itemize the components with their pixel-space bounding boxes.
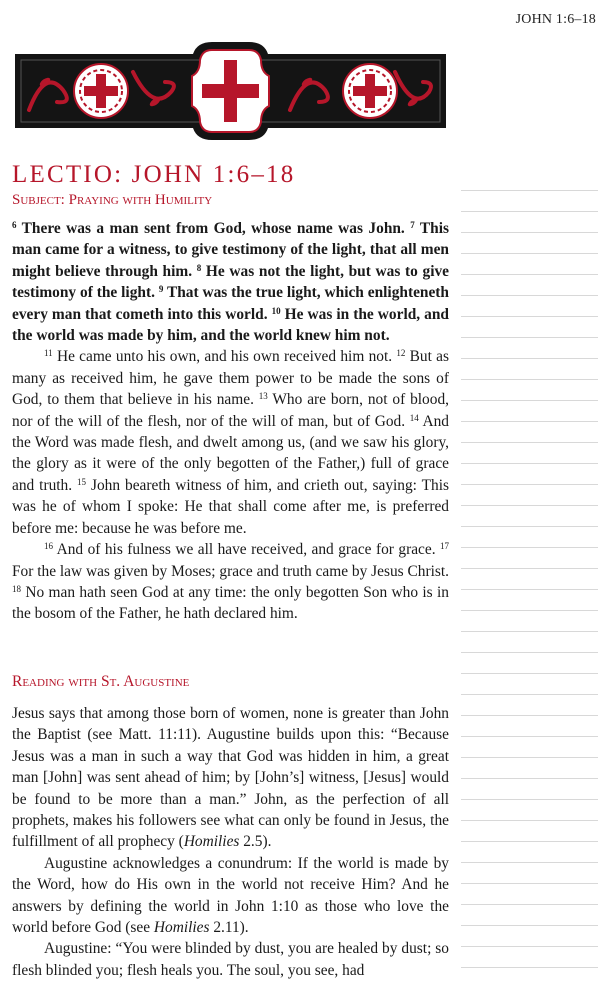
note-line <box>461 947 598 968</box>
note-line <box>461 905 598 926</box>
verse-text: There was a man sent from God, whose name was John. <box>16 220 411 237</box>
verse-text: For the law was given by Moses; grace and truth came by Jesus Christ. <box>12 562 449 580</box>
note-line <box>461 212 598 233</box>
page-title: LECTIO: JOHN 1:6–18 <box>12 161 296 188</box>
verse-number: 8 <box>196 262 202 273</box>
note-line <box>461 380 598 401</box>
running-head: JOHN 1:6–18 <box>515 12 596 27</box>
reading-heading: Reading with St. Augustine <box>12 673 190 690</box>
verse-number: 15 <box>77 476 87 487</box>
note-line <box>461 590 598 611</box>
verse-text: He was in the world, and the world was made by him, and the world knew him not. <box>12 305 449 345</box>
center-cross-icon <box>192 50 269 132</box>
note-line <box>461 170 598 191</box>
note-lines <box>461 170 598 968</box>
verse-number: 10 <box>271 305 281 316</box>
verse-text: This man came for a witness, to give testimony of the light, that all men might believe through him. <box>12 220 449 280</box>
note-line <box>461 674 598 695</box>
verse-text: But as many as received him, he gave them power to be made the sons of God, to them that believe in his name. <box>12 348 449 409</box>
passage-paragraph-3 <box>12 539 449 625</box>
verse-text: John beareth witness of him, and crieth out, saying: This was he of whom I spoke: He that shall come after me, is preferred before me: because he was before me. <box>12 476 449 537</box>
commentary-paragraph-3: Augustine: “You were blinded by dust, you are healed by dust; so flesh blinded you; flesh heals you. The soul, you see, had <box>12 940 449 979</box>
note-line <box>461 842 598 863</box>
note-line <box>461 275 598 296</box>
verse-text: Who are born, not of blood, nor of the will of the flesh, nor of the will of man, but of God. <box>12 391 449 430</box>
verse-number: 18 <box>12 583 21 594</box>
note-line <box>461 716 598 737</box>
subject-line: Subject: Praying with Humility <box>12 192 213 208</box>
verse-text: And of his fulness we all have received, and grace for grace. <box>53 541 440 559</box>
note-line <box>461 611 598 632</box>
ornamental-banner <box>15 42 446 140</box>
note-line <box>461 443 598 464</box>
passage-paragraph-2 <box>12 346 449 539</box>
commentary-paragraph-1: Jesus says that among those born of women, none is greater than John the Baptist (see Matt. 11:11). Augustine builds upon this: “Because Jesus was a man in such a way that God was hidden in him, a great man [John] was sent ahead of him; by [John’s] witness, [Jesus] would be found to be more than a man.” John, as the perfection of all prophets, makes his followers see what can only be found in Jesus, the fulfillment of all prophecy (Homilies 2.5). <box>12 705 449 851</box>
note-line <box>461 758 598 779</box>
verse-number: 11 <box>44 348 53 359</box>
note-line <box>461 527 598 548</box>
note-line <box>461 485 598 506</box>
scripture-passage <box>12 218 449 625</box>
augustine-commentary <box>12 703 449 981</box>
note-line <box>461 422 598 443</box>
note-line <box>461 464 598 485</box>
cross-ornament-banner <box>15 42 446 140</box>
note-line <box>461 821 598 842</box>
commentary-paragraph-2: Augustine acknowledges a conundrum: If the world is made by the Word, how do His own in the world not receive Him? And he answers by defining the world in John 1:10 as those who love the world before God (see Homilies 2.11). <box>12 854 449 937</box>
cross-medallion-icon <box>343 64 397 118</box>
note-line <box>461 695 598 716</box>
verse-number: 12 <box>396 348 406 359</box>
verse-number: 14 <box>409 412 419 423</box>
verse-text: And the Word was made flesh, and dwelt among us, (and we saw his glory, the glory as it were of the only begotten of the Father,) full of grace and truth. <box>12 412 449 494</box>
verse-text: He was not the light, but was to give testimony of the light. <box>12 262 449 302</box>
note-line <box>461 296 598 317</box>
note-line <box>461 317 598 338</box>
note-line <box>461 800 598 821</box>
note-line <box>461 653 598 674</box>
note-line <box>461 254 598 275</box>
note-line <box>461 338 598 359</box>
verse-number: 16 <box>44 541 53 552</box>
note-line <box>461 884 598 905</box>
note-line <box>461 779 598 800</box>
note-line <box>461 863 598 884</box>
note-line <box>461 359 598 380</box>
verse-text: That was the true light, which enlighteneth every man that cometh into this world. <box>12 284 449 323</box>
cross-medallion-icon <box>74 64 128 118</box>
verse-text: He came unto his own, and his own received him not. <box>52 348 397 366</box>
note-line <box>461 191 598 212</box>
note-line <box>461 569 598 590</box>
note-line <box>461 632 598 653</box>
note-line <box>461 233 598 254</box>
note-line <box>461 737 598 758</box>
verse-number: 7 <box>410 220 415 230</box>
note-line <box>461 926 598 947</box>
verse-number: 6 <box>12 220 17 230</box>
note-line <box>461 506 598 527</box>
citation-title: Homilies <box>153 919 210 937</box>
passage-paragraph-1 <box>12 218 449 346</box>
verse-text: No man hath seen God at any time: the only begotten Son who is in the bosom of the Father, he hath declared him. <box>12 583 449 623</box>
verse-number: 17 <box>440 541 449 552</box>
citation-title: Homilies <box>183 833 240 851</box>
note-line <box>461 548 598 569</box>
note-line <box>461 401 598 422</box>
verse-number: 9 <box>158 284 164 295</box>
verse-number: 13 <box>258 391 268 402</box>
